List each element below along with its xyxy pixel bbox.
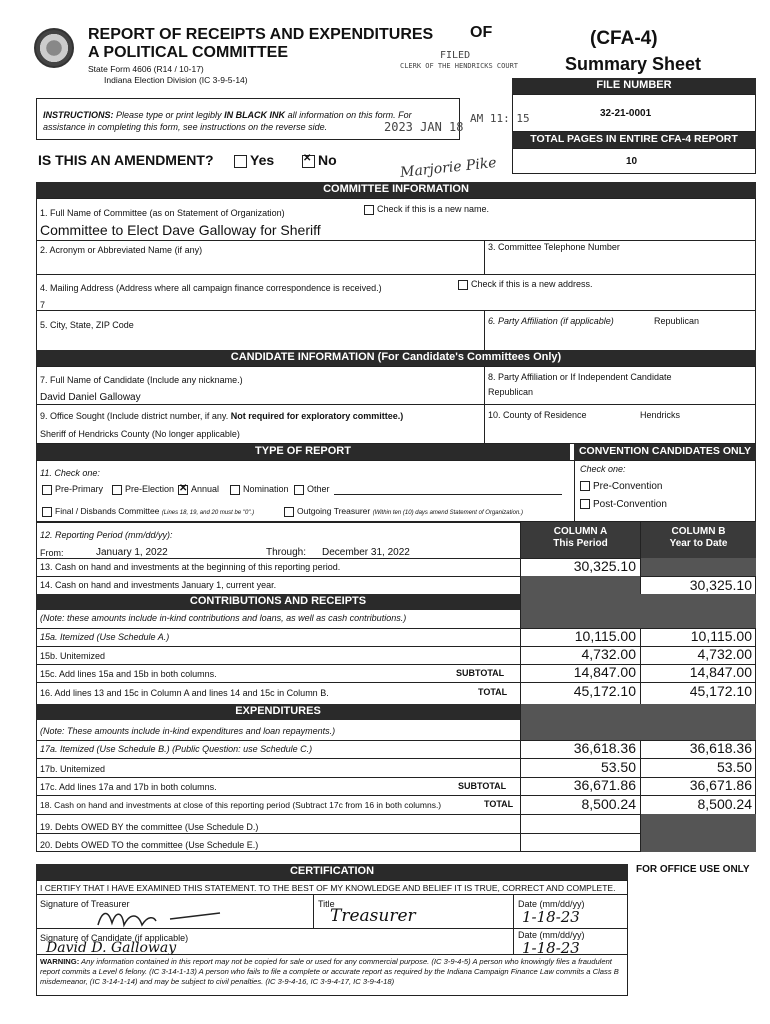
opt-outgoing[interactable]: [284, 506, 523, 519]
new-name-label: Check if this is a new name.: [377, 204, 490, 214]
divider: [574, 460, 575, 522]
summary-sheet-title: Summary Sheet: [565, 54, 702, 74]
amendment-no[interactable]: [302, 152, 337, 168]
pre-election-label: Pre-Election: [125, 484, 175, 494]
warning-label: WARNING:: [40, 957, 80, 966]
line-16-total: TOTAL: [478, 687, 508, 697]
final-label: Final / Disbands Committee: [55, 506, 160, 516]
state-seal-icon: [34, 28, 74, 68]
division-ref: Indiana Election Division (IC 3-9-5-14): [104, 75, 248, 85]
post-convention-checkbox[interactable]: [580, 499, 590, 509]
form-title-of: OF: [470, 24, 493, 41]
divider: [36, 240, 756, 241]
line-17b-col-b[interactable]: 53.50: [716, 759, 752, 775]
office-sought-label-b: Not required for exploratory committee.): [230, 411, 404, 421]
yes-checkbox[interactable]: [234, 155, 247, 168]
divider: [484, 240, 485, 274]
opt-nomination[interactable]: [230, 484, 289, 495]
city-state-zip-label: 5. City, State, ZIP Code: [40, 320, 134, 330]
post-convention-label: Post-Convention: [593, 499, 667, 510]
nomination-checkbox[interactable]: [230, 485, 240, 495]
amendment-question: IS THIS AN AMENDMENT?: [38, 152, 214, 168]
divider: [484, 310, 485, 352]
from-label: From:: [40, 548, 64, 558]
office-use-label: FOR OFFICE USE ONLY: [636, 864, 750, 875]
stamp-time: AM 11: 15: [470, 112, 530, 125]
committee-name-value[interactable]: Committee to Elect Dave Galloway for Sheriff: [40, 222, 321, 238]
committee-name-label: 1. Full Name of Committee (as on Statement of Organization): [40, 208, 285, 218]
line-15c-col-a[interactable]: 14,847.00: [573, 664, 636, 680]
party-affiliation-label: 6. Party Affiliation (if applicable): [488, 316, 614, 326]
type-of-report-bar: TYPE OF REPORT: [36, 444, 570, 460]
divider: [36, 310, 756, 311]
opt-pre-election[interactable]: [112, 484, 174, 495]
candidate-party: Republican: [488, 387, 534, 397]
acronym-label: 2. Acronym or Abbreviated Name (if any): [40, 245, 203, 255]
candidate-date[interactable]: 1-18-23: [522, 939, 580, 957]
address-fragment: 7: [40, 300, 46, 310]
office-sought-label: [40, 411, 403, 422]
exp-shaded: [521, 704, 756, 740]
final-note: (Lines 18, 19, and 20 must be "0".): [161, 510, 255, 516]
other-label: Other: [307, 484, 330, 494]
outgoing-label: Outgoing Treasurer: [297, 506, 371, 516]
office-sought-label-a: 9. Office Sought (Include district number, if any.: [40, 411, 231, 421]
line-17c-col-a[interactable]: 36,671.86: [573, 777, 636, 793]
file-number: 32-21-0001: [600, 108, 652, 119]
instructions-text-2: IN BLACK INK: [224, 110, 286, 120]
line-16-col-a[interactable]: 45,172.10: [573, 683, 636, 699]
line-15a-col-b[interactable]: 10,115.00: [690, 628, 752, 644]
treasurer-signature-label: Signature of Treasurer: [40, 899, 130, 909]
certification-bar: CERTIFICATION: [36, 864, 628, 880]
divider: [36, 833, 641, 834]
stamp-clerk: CLERK OF THE HENDRICKS COURT: [400, 62, 519, 70]
no-label: No: [318, 152, 337, 168]
line-17c-subtotal: SUBTOTAL: [458, 781, 507, 791]
clerk-signature: Marjorie Pike: [399, 154, 498, 182]
title-label: Title: [318, 899, 335, 909]
column-a-subtitle: This Period: [553, 538, 608, 549]
form-code: (CFA-4): [590, 28, 658, 49]
form-title-line2: A POLITICAL COMMITTEE: [88, 44, 288, 61]
new-address-check[interactable]: [458, 279, 593, 290]
convention-check-one: Check one:: [580, 464, 626, 474]
pre-primary-checkbox[interactable]: [42, 485, 52, 495]
candidate-name-label: 7. Full Name of Candidate (Include any nickname.): [40, 375, 243, 385]
column-b-subtitle: Year to Date: [669, 538, 728, 549]
line-19-20-col-b-shaded: [641, 814, 756, 852]
line-13-col-b-shaded: [641, 558, 756, 576]
county: Hendricks: [640, 410, 681, 420]
column-a-header: [521, 522, 640, 558]
line-18-label: 18. Cash on hand and investments at close of this reporting period (Subtract 17c from 16 in both columns.): [40, 800, 442, 810]
line-14-label: 14. Cash on hand and investments January 1, current year.: [40, 580, 277, 590]
convention-bar: CONVENTION CANDIDATES ONLY: [574, 444, 756, 460]
no-checkbox[interactable]: [302, 155, 315, 168]
line-17a-col-b[interactable]: 36,618.36: [689, 740, 752, 756]
line-16-col-b[interactable]: 45,172.10: [689, 683, 752, 699]
new-name-check[interactable]: [364, 204, 489, 215]
column-a-title: COLUMN A: [553, 526, 608, 537]
line-15b-col-a[interactable]: 4,732.00: [581, 646, 636, 662]
line-17a-label: 17a. Itemized (Use Schedule B.) (Public Question: use Schedule C.): [40, 744, 313, 754]
divider: [36, 274, 756, 275]
divider: [313, 894, 314, 928]
stamp-filed: FILED: [440, 50, 471, 61]
new-name-checkbox[interactable]: [364, 205, 374, 215]
line-13-col-a[interactable]: 30,325.10: [573, 558, 636, 574]
line-14-col-a-shaded: [521, 576, 640, 594]
opt-annual[interactable]: [178, 484, 219, 495]
instructions-text-3: all information on this form. For assistance in completing this form, see instructions on the reverse side.: [43, 110, 412, 132]
opt-post-convention[interactable]: [580, 499, 667, 510]
column-b-title: COLUMN B: [671, 526, 726, 537]
divider: [36, 894, 628, 895]
line-15c-col-b[interactable]: 14,847.00: [689, 664, 752, 680]
amendment-yes[interactable]: [234, 152, 274, 168]
committee-party: Republican: [654, 316, 700, 326]
line-18-col-a[interactable]: 8,500.24: [581, 796, 636, 812]
final-checkbox[interactable]: [42, 507, 52, 517]
mailing-address-label: 4. Mailing Address (Address where all campaign finance correspondence is received.): [40, 283, 382, 293]
line-19-label: 19. Debts OWED BY the committee (Use Schedule D.): [40, 822, 259, 832]
line-15b-label: 15b. Unitemized: [40, 651, 106, 661]
line-16-label: 16. Add lines 13 and 15c in Column A and lines 14 and 15c in Column B.: [40, 688, 329, 698]
candidate-signature[interactable]: David D. Galloway: [46, 940, 177, 956]
through-date[interactable]: December 31, 2022: [322, 547, 410, 558]
state-form-id: State Form 4606 (R14 / 10-17): [88, 64, 204, 74]
opt-pre-convention[interactable]: [580, 481, 662, 492]
opt-final[interactable]: [42, 506, 254, 519]
pre-convention-label: Pre-Convention: [593, 481, 663, 492]
telephone-label: 3. Committee Telephone Number: [488, 242, 620, 252]
warning-text: [40, 957, 624, 987]
line-18-col-b[interactable]: 8,500.24: [697, 796, 752, 812]
line-18-total: TOTAL: [484, 799, 514, 809]
warning-body: Any information contained in this report may not be copied for sale or used for any commercial purpose. (IC 3-9-4-5) A person who knowingly files a fraudulent report commits a Level 6 felony. (IC 3-14-1-13) A person who fails to file a complete or accurate report as required by the Indiana Campaign Finance Law commits a Class B misdemeanor, (IC 3-14-1-14) and may be subject to civil penalties. (IC 3-9-4-16, IC 3-9-4-17, IC 3-9-4-18): [40, 957, 619, 986]
expenditures-bar: EXPENDITURES: [36, 704, 520, 720]
contributions-note: (Note: these amounts include in-kind contributions and loans, as well as cash contributions.): [40, 613, 407, 623]
date-label-2: Date (mm/dd/yy): [518, 930, 585, 940]
line-15c-label: 15c. Add lines 15a and 15b in both columns.: [40, 669, 217, 679]
contrib-shaded: [521, 594, 756, 628]
candidate-info-bar: CANDIDATE INFORMATION (For Candidate's Committees Only): [36, 350, 756, 366]
county-label: 10. County of Residence: [488, 410, 587, 420]
line-14-col-b[interactable]: 30,325.10: [689, 577, 752, 593]
yes-label: Yes: [250, 152, 275, 168]
opt-pre-primary[interactable]: [42, 484, 103, 495]
line-15a-label: 15a. Itemized (Use Schedule A.): [40, 632, 170, 642]
total-pages: 10: [626, 156, 638, 167]
divider: [36, 404, 756, 405]
annual-label: Annual: [191, 484, 220, 494]
total-pages-bar: TOTAL PAGES IN ENTIRE CFA-4 REPORT: [512, 132, 756, 148]
pre-primary-label: Pre-Primary: [55, 484, 104, 494]
date-label-1: Date (mm/dd/yy): [518, 899, 585, 909]
line-13-label: 13. Cash on hand and investments at the beginning of this reporting period.: [40, 562, 341, 572]
column-b-header: [641, 522, 756, 558]
check-one-label: 11. Check one:: [40, 468, 100, 478]
certification-statement: I CERTIFY THAT I HAVE EXAMINED THIS STATEMENT. TO THE BEST OF MY KNOWLEDGE AND BELIEF IT IS TRUE, CORRECT AND COMPLETE.: [40, 883, 616, 893]
treasurer-title[interactable]: Treasurer: [330, 906, 416, 926]
instructions-label: INSTRUCTIONS:: [43, 110, 114, 120]
pre-convention-checkbox[interactable]: [580, 481, 590, 491]
divider: [513, 894, 514, 954]
contributions-bar: CONTRIBUTIONS AND RECEIPTS: [36, 594, 520, 610]
outgoing-checkbox[interactable]: [284, 507, 294, 517]
divider: [36, 928, 628, 929]
line-17b-label: 17b. Unitemized: [40, 764, 106, 774]
candidate-party-label: 8. Party Affiliation or If Independent Candidate: [488, 372, 672, 382]
stamp-date: 2023 JAN 18: [384, 120, 464, 134]
divider: [484, 366, 485, 444]
expenditures-note: (Note: These amounts include in-kind expenditures and loan repayments.): [40, 726, 336, 736]
col-a-divider: [520, 522, 521, 852]
file-number-bar: FILE NUMBER: [512, 78, 756, 94]
nomination-label: Nomination: [243, 484, 289, 494]
candidate-signature-label: Signature of Candidate (if applicable): [40, 933, 189, 943]
divider: [36, 954, 628, 955]
line-17c-col-b[interactable]: 36,671.86: [689, 777, 752, 793]
through-label: Through:: [266, 547, 307, 558]
line-15b-col-b[interactable]: 4,732.00: [697, 646, 752, 662]
form-title-line1: REPORT OF RECEIPTS AND EXPENDITURES: [88, 26, 434, 43]
reporting-period-label: 12. Reporting Period (mm/dd/yy):: [40, 530, 173, 540]
opt-other[interactable]: [294, 484, 330, 495]
line-17c-label: 17c. Add lines 17a and 17b in both columns.: [40, 782, 217, 792]
line-15c-subtotal: SUBTOTAL: [456, 668, 505, 678]
line-20-label: 20. Debts OWED TO the committee (Use Schedule E.): [40, 840, 259, 850]
new-address-label: Check if this is a new address.: [471, 279, 593, 289]
committee-info-bar: COMMITTEE INFORMATION: [36, 182, 756, 198]
outgoing-note: (Within ten (10) days amend Statement of Organization.): [372, 510, 523, 516]
treasurer-date[interactable]: 1-18-23: [522, 908, 580, 926]
line-17b-col-a[interactable]: 53.50: [600, 759, 636, 775]
annual-checkbox[interactable]: [178, 485, 188, 495]
from-date[interactable]: January 1, 2022: [96, 547, 168, 558]
line-17a-col-a[interactable]: 36,618.36: [573, 740, 636, 756]
candidate-name[interactable]: David Daniel Galloway: [40, 392, 141, 403]
other-checkbox[interactable]: [294, 485, 304, 495]
other-line: [334, 494, 562, 495]
instructions-text-1: Please type or print legibly: [113, 110, 225, 120]
office-sought: Sheriff of Hendricks County (No longer applicable): [40, 429, 240, 439]
line-15a-col-a[interactable]: 10,115.00: [574, 628, 636, 644]
new-address-checkbox[interactable]: [458, 280, 468, 290]
pre-election-checkbox[interactable]: [112, 485, 122, 495]
